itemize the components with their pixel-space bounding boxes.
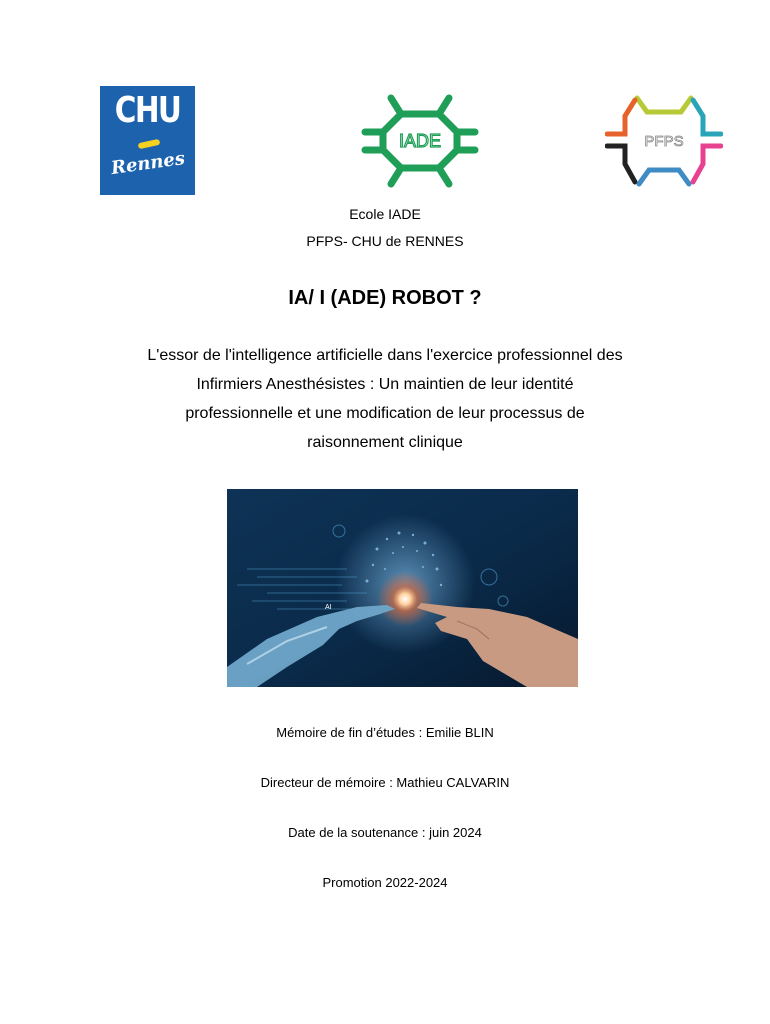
document-title: IA/ I (ADE) ROBOT ? [288,287,482,309]
pfps-logo [605,92,723,190]
chu-rennes-logo [100,86,195,195]
subtitle-line: L'essor de l'intelligence artificielle dans l'exercice professionnel des [147,347,623,364]
institution-name: PFPS- CHU de RENNES [306,233,464,249]
chu-logo-text: CHU [114,90,181,131]
iade-logo-text: IADE [398,131,442,151]
ai-hands-image [227,489,578,687]
chu-logo-city: Rennes [109,147,187,180]
school-name: Ecole IADE [349,206,421,222]
subtitle-line: Infirmiers Anesthésistes : Un maintien de leur identité [196,376,574,393]
defense-date-line: Date de la soutenance : juin 2024 [288,825,482,840]
document-subtitle [0,341,770,457]
chu-logo-accent [138,139,161,149]
author-line: Mémoire de fin d’études : Emilie BLIN [276,725,494,740]
pfps-logo-text: PFPS [644,133,684,150]
promotion-line: Promotion 2022-2024 [322,875,448,890]
iade-logo [361,92,479,190]
ai-image-label: AI [325,604,332,611]
subtitle-line: raisonnement clinique [307,434,463,451]
subtitle-line: professionnelle et une modification de leur processus de [185,405,585,422]
director-line: Directeur de mémoire : Mathieu CALVARIN [260,775,510,790]
